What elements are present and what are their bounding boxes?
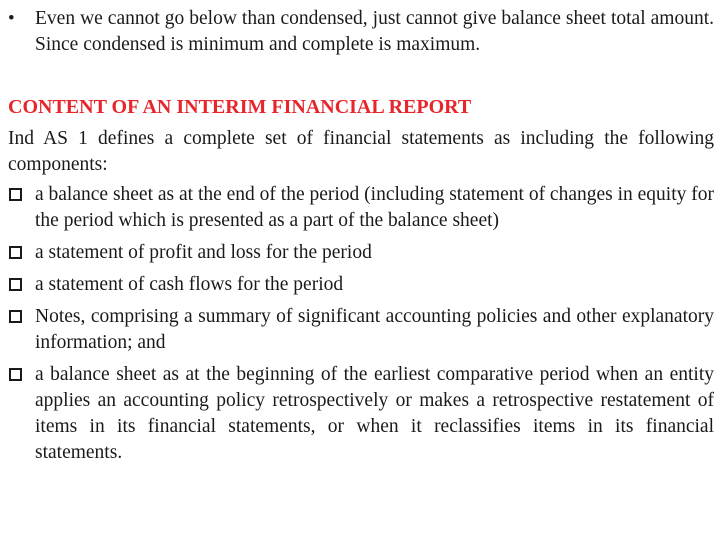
list-item-text: Notes, comprising a summary of significant accounting policies and other explanatory information; and (35, 306, 714, 353)
checkbox-icon (8, 362, 35, 388)
list-item (8, 304, 714, 356)
bullet-icon: • (8, 8, 15, 29)
list-item (8, 272, 714, 298)
top-note (8, 6, 714, 58)
list-item-text: a statement of profit and loss for the period (35, 242, 372, 263)
checkbox-icon (8, 304, 35, 330)
list-item (8, 240, 714, 266)
list-item (8, 362, 714, 466)
list-item-text: a balance sheet as at the end of the period (including statement of changes in equity for the period which is presented as a part of the balance sheet) (35, 184, 715, 231)
checkbox-icon (8, 240, 35, 266)
list-item-text: a statement of cash flows for the period (35, 274, 344, 295)
list-item-text: a balance sheet as at the beginning of the earliest comparative period when an entity applies an accounting policy retrospectively or makes a retrospective restatement of items in its financial statements, or when it reclassifies items in its financial statements. (35, 364, 714, 463)
section-heading: CONTENT OF AN INTERIM FINANCIAL REPORT (8, 96, 472, 118)
checkbox-icon (8, 182, 35, 208)
top-note-text: Even we cannot go below than condensed, just cannot give balance sheet total amount. Since condensed is minimum and complete is maximum. (35, 8, 714, 55)
list-item (8, 182, 714, 234)
checkbox-icon (8, 272, 35, 298)
section-intro: Ind AS 1 defines a complete set of financial statements as including the following components: (8, 128, 714, 175)
components-list (8, 182, 714, 472)
